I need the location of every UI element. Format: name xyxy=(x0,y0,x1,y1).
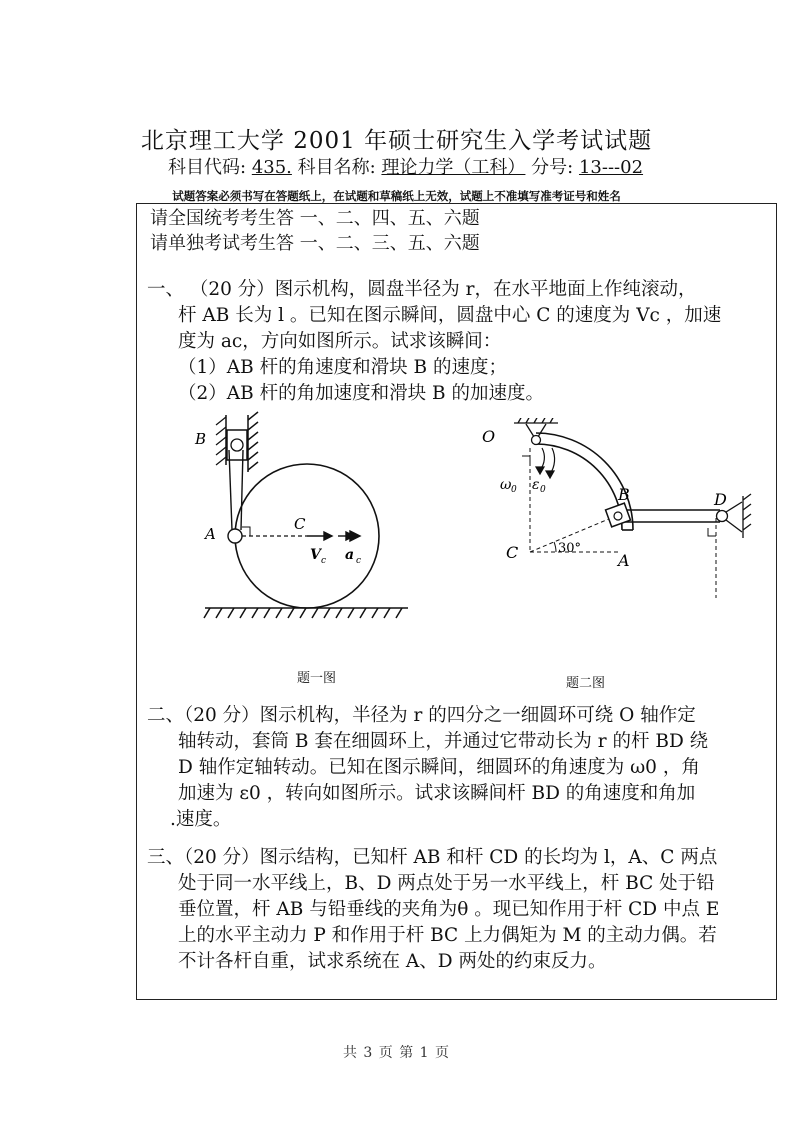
exam-title: 北京理工大学 2001 年硕士研究生入学考试试题 xyxy=(140,128,653,154)
fig1-pin-a xyxy=(228,529,242,543)
instruction-line-1: 请全国统考考生答 一、二、四、五、六题 xyxy=(150,208,480,229)
q3-line-1: 三、（20 分）图示结构，已知杆 AB 和杆 CD 的长均为 l，A、C 两点 xyxy=(147,847,718,868)
figure-2 xyxy=(470,418,760,618)
q1-line-1: 一、 （20 分）图示机构，圆盘半径为 r，在水平地面上作纯滚动， xyxy=(147,279,697,300)
fig1-caption: 题一图 xyxy=(297,671,337,686)
subject-code-value: 435. xyxy=(251,157,292,178)
q2-line-3: D 轴作定轴转动。已知在图示瞬间，细圆环的角速度为 ω0 ，角 xyxy=(178,757,700,778)
fig1-right-angle-mark xyxy=(242,527,250,536)
q2-line-2: 轴转动，套筒 B 套在细圆环上，并通过它带动长为 r 的杆 BD 绕 xyxy=(178,731,709,752)
fig1-guide-left-hatch xyxy=(216,417,226,465)
page-footer: 共 3 页 第 1 页 xyxy=(342,1045,451,1061)
subject-code-label: 科目代码: xyxy=(168,157,247,178)
fig2-right-angle-o xyxy=(522,456,530,464)
q3-line-5: 不计各杆自重，试求系统在 A、D 两处的约束反力。 xyxy=(178,951,607,972)
q1-line-5: （2）AB 杆的角加速度和滑块 B 的加速度。 xyxy=(178,383,544,404)
fig2-caption: 题二图 xyxy=(566,676,606,691)
fig2-label-angle: 30° xyxy=(558,541,582,556)
fig2-label-omega: ω xyxy=(500,477,512,493)
fig1-label-a-sub: c xyxy=(356,556,362,566)
fig1-pin-b xyxy=(231,439,243,451)
fig1-label-c: C xyxy=(294,515,306,533)
fig2-epsilon-arrow xyxy=(546,448,555,478)
q2-line-1: 二、（20 分）图示机构，半径为 r 的四分之一细圆环可绕 O 轴作定 xyxy=(147,705,696,726)
fig2-pivot-o xyxy=(532,436,541,445)
fig1-label-v-sub: c xyxy=(321,556,327,566)
subject-number-value: 13---02 xyxy=(578,157,644,178)
fig2-pin-b xyxy=(614,512,622,520)
fig2-label-a: A xyxy=(618,551,630,570)
fig2-label-b: B xyxy=(618,485,630,504)
fig2-angle-arc xyxy=(554,542,556,552)
q1-line-2: 杆 AB 长为 l 。已知在图示瞬间，圆盘中心 C 的速度为 Vc ，加速 xyxy=(178,305,722,326)
q3-line-2: 处于同一水平线上，B、D 两点处于另一水平线上，杆 BC 处于铅 xyxy=(178,873,715,894)
instruction-line-2: 请单独考试考生答 一、二、三、五、六题 xyxy=(150,233,480,254)
figure-1 xyxy=(180,410,420,625)
fig2-right-angle-d xyxy=(708,528,716,536)
exam-notice: 试题答案必须书写在答题纸上，在试题和草稿纸上无效，试题上不准填写准考证号和姓名 xyxy=(172,189,621,203)
fig2-label-eps: ε xyxy=(532,477,540,493)
fig1-label-a-accel: a xyxy=(345,547,355,563)
fig1-label-b: B xyxy=(195,430,207,448)
subject-name-label: 科目名称: xyxy=(297,157,376,178)
fig2-omega-arrow xyxy=(536,448,544,474)
fig2-d-support xyxy=(726,494,751,538)
fig1-rod-ab xyxy=(229,450,243,530)
subject-name-value: 理论力学（工科） xyxy=(381,157,526,178)
fig2-rod-bd xyxy=(622,510,720,522)
fig1-velocity-arrow xyxy=(307,532,332,540)
subject-number-label: 分号: xyxy=(531,157,574,178)
fig2-label-eps-sub: 0 xyxy=(540,485,546,495)
fig1-acceleration-arrow xyxy=(338,531,360,541)
fig1-ground xyxy=(204,608,408,618)
fig2-label-c: C xyxy=(506,543,519,562)
fig2-pin-d xyxy=(717,511,728,522)
fig2-label-d: D xyxy=(714,490,727,509)
fig2-label-omega-sub: 0 xyxy=(511,485,517,495)
q2-line-4: 加速为 ε0 ，转向如图所示。试求该瞬间杆 BD 的角速度和角加 xyxy=(178,783,696,804)
q3-line-3: 垂位置，杆 AB 与铅垂线的夹角为θ 。现已知作用于杆 CD 中点 E xyxy=(178,899,720,920)
fig1-label-v: V xyxy=(310,547,321,563)
fig2-label-o: O xyxy=(482,427,496,446)
fig1-guide-right xyxy=(248,412,258,472)
fig1-label-a: A xyxy=(205,525,216,543)
q1-line-4: （1）AB 杆的角速度和滑块 B 的速度； xyxy=(178,357,507,378)
q2-line-5: .速度。 xyxy=(170,809,232,830)
subject-line xyxy=(168,153,643,179)
q1-line-3: 度为 ac，方向如图所示。试求该瞬间： xyxy=(178,331,502,352)
q3-line-4: 上的水平主动力 P 和作用于杆 BC 上力偶矩为 M 的主动力偶。若 xyxy=(178,925,717,946)
